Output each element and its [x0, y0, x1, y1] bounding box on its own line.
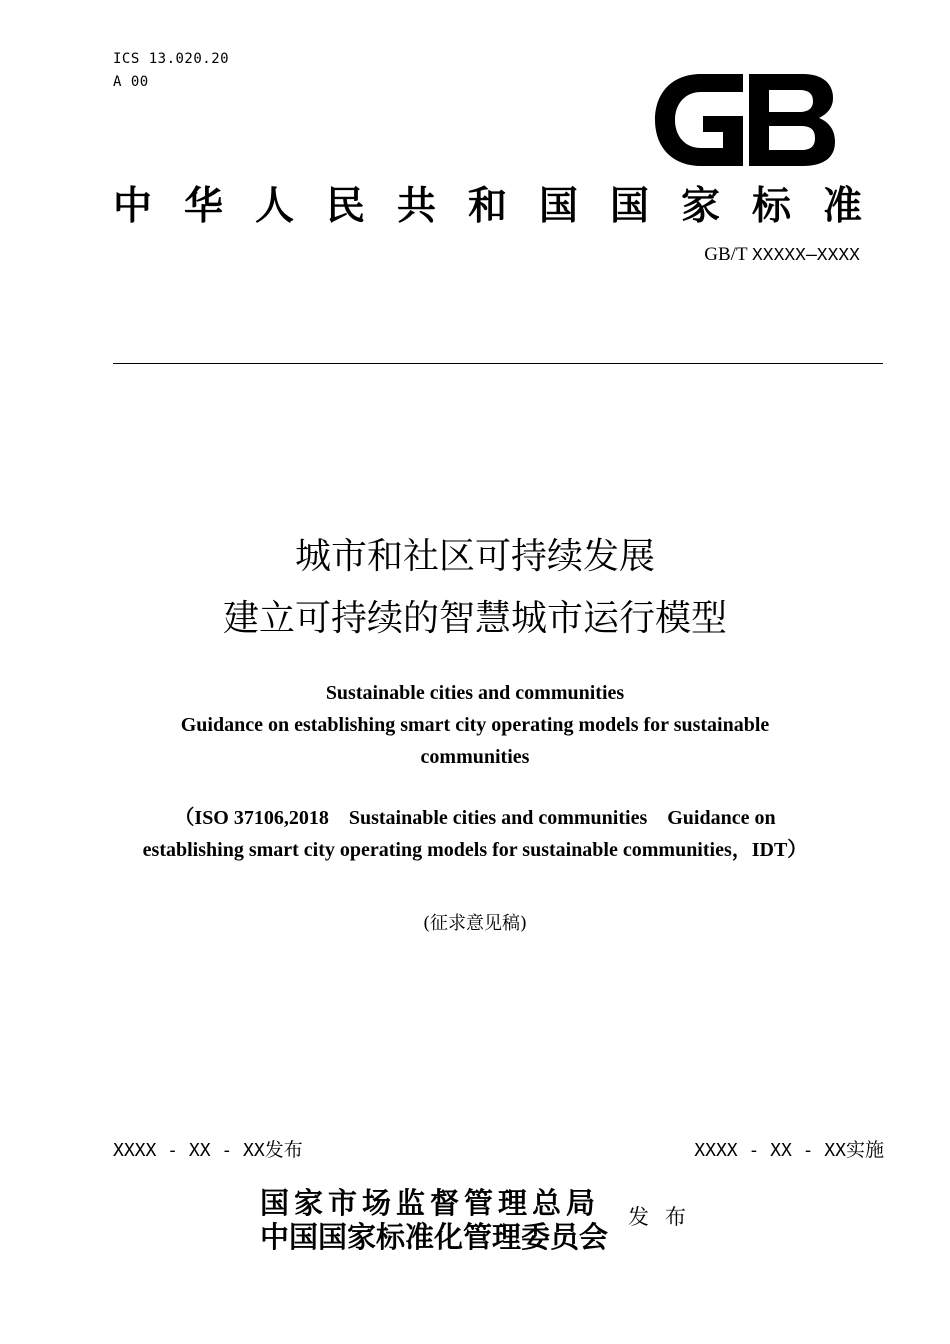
iso-reference-line-2: establishing smart city operating models for sustainable communities，IDT） — [142, 839, 808, 861]
cn-title-line-1: 城市和社区可持续发展 — [294, 536, 655, 577]
ccs-code: A 00 — [113, 74, 149, 90]
en-title-line-3: communities — [420, 746, 530, 768]
ics-code: ICS 13.020.20 — [113, 51, 230, 67]
issuing-org-line-2: 中国国家标准化管理委员会 — [260, 1220, 609, 1254]
issue-date-suffix: 发布 — [264, 1139, 303, 1161]
gb-logo — [653, 72, 837, 168]
en-title-line-2: Guidance on establishing smart city operating models for sustainable — [180, 714, 770, 736]
cn-title-line-2: 建立可持续的智慧城市运行模型 — [222, 598, 727, 639]
national-standard-title: 中华人民共和国国家标准 — [113, 184, 895, 229]
header-divider — [113, 363, 883, 364]
standard-code: XXXXX—XXXX — [751, 246, 860, 266]
publish-label: 发布 — [628, 1205, 702, 1229]
en-title-line-1: Sustainable cities and communities — [325, 682, 625, 704]
issuing-org-line-1: 国家市场监督管理总局 — [260, 1186, 601, 1220]
implementation-date-value: XXXX - XX - XX — [694, 1140, 846, 1161]
implementation-date — [694, 1138, 884, 1163]
issue-date-value: XXXX - XX - XX — [113, 1140, 265, 1161]
implementation-date-suffix: 实施 — [845, 1139, 884, 1161]
standard-number — [704, 243, 860, 268]
draft-label: (征求意见稿) — [422, 913, 528, 934]
iso-reference-line-1: （ISO 37106,2018 Sustainable cities and communities Guidance on — [174, 807, 776, 829]
issue-date — [113, 1138, 303, 1163]
standard-prefix: GB/T — [704, 244, 752, 265]
